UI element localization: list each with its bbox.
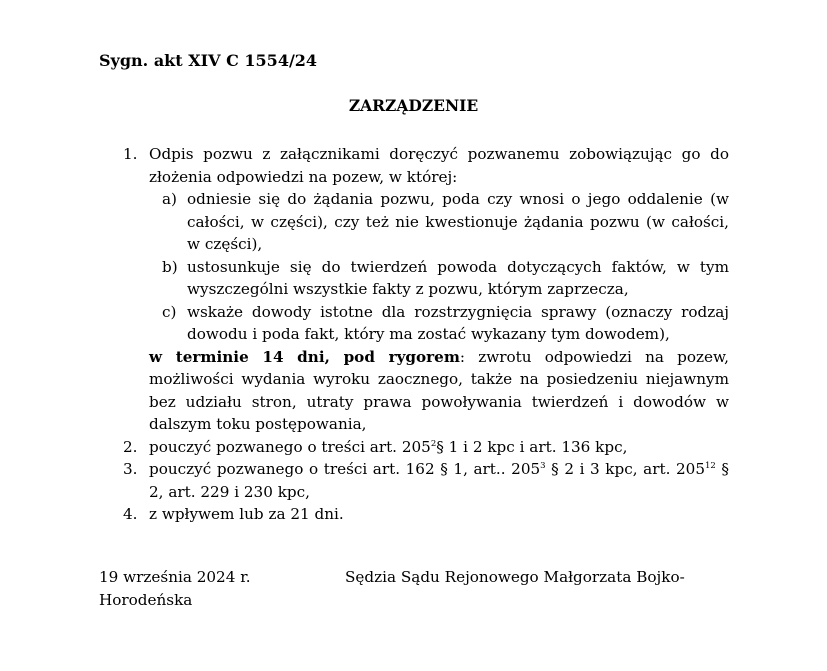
item-text: § 1 i 2 kpc i art. 136 kpc, — [436, 437, 628, 456]
order-list — [99, 143, 729, 526]
subitem-letter: c) — [162, 302, 177, 321]
list-item-2 — [99, 436, 729, 459]
subitem-text: wskaże dowody istotne dla rozstrzygnięcia sprawy (oznaczy rodzaj dowodu i poda fakt, który ma zostać wykazany tym dowodem), — [187, 302, 729, 343]
item-number: 1. — [123, 145, 138, 163]
item-text: pouczyć pozwanego o treści art. 162 § 1, art.. 205 — [149, 460, 541, 478]
case-number: Sygn. akt XIV C 1554/24 — [99, 51, 318, 70]
subitem-b — [149, 256, 729, 301]
item-text: § 2 i 3 kpc, art. 205 — [545, 460, 705, 478]
item-number: 3. — [123, 460, 138, 478]
subitem-letter: b) — [162, 257, 178, 276]
superscript: 12 — [704, 461, 716, 471]
deadline-paragraph — [149, 346, 729, 436]
superscript: 2 — [430, 438, 437, 449]
item-text: pouczyć pozwanego o treści art. 205 — [149, 437, 431, 456]
list-item-3 — [99, 458, 729, 503]
deadline-bold: w terminie 14 dni, pod rygorem — [149, 347, 460, 366]
item-text: z wpływem lub za 21 dni. — [149, 505, 344, 523]
list-item-1 — [99, 143, 729, 436]
subitem-a — [149, 188, 729, 256]
subitem-c — [149, 301, 729, 346]
issue-date: 19 września 2024 r. — [99, 568, 251, 586]
judge-signature: Sędzia Sądu Rejonowego Małgorzata Bojko-Horodeńska — [99, 568, 685, 609]
item-text: § 2, art. 229 i 230 kpc, — [149, 460, 729, 501]
document-title: ZARZĄDZENIE — [348, 96, 479, 115]
superscript: 3 — [540, 461, 546, 471]
subitem-text: odniesie się do żądania pozwu, poda czy wnosi o jego oddalenie (w całości, w części), czy też nie kwestionuje żądania pozwu (w całości, w części), — [187, 190, 729, 253]
list-item-4 — [99, 503, 729, 526]
item-number: 2. — [123, 437, 138, 456]
subitem-text: ustosunkuje się do twierdzeń powoda dotyczących faktów, w tym wyszczególni wszystkie fakty z pozwu, którym zaprzecza, — [187, 257, 729, 298]
deadline-rest: : zwrotu odpowiedzi na pozew, możliwości wydania wyroku zaocznego, także na posiedzeniu niejawnym bez udziału stron, utraty prawa powoływania twierdzeń i dowodów w dalszym toku postępowania, — [149, 347, 729, 433]
item-intro: Odpis pozwu z załącznikami doręczyć pozwanemu zobowiązując go do złożenia odpowiedzi na pozew, w której: — [149, 145, 729, 186]
subitem-letter: a) — [162, 190, 177, 208]
document-footer — [99, 566, 729, 611]
item-number: 4. — [123, 505, 138, 523]
